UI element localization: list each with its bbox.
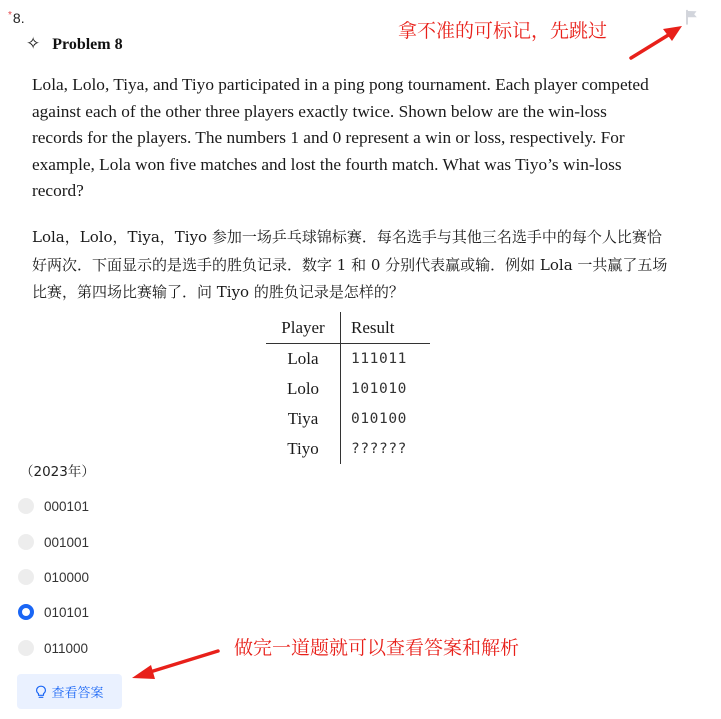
diamond-star-icon: ✧ <box>26 34 41 53</box>
option-b[interactable] <box>18 532 89 552</box>
table-cell-result: ?????? <box>351 441 407 457</box>
problem-title-text: Problem 8 <box>52 36 123 53</box>
question-number <box>8 10 25 26</box>
table-cell-player: Tiya <box>266 404 341 434</box>
view-answer-button[interactable] <box>17 674 122 709</box>
table-header-result: Result <box>341 312 431 344</box>
option-d[interactable] <box>18 602 89 622</box>
problem-year: （2023年） <box>20 464 95 480</box>
table-cell-result: 101010 <box>351 381 407 397</box>
flag-icon[interactable] <box>684 9 700 25</box>
option-c[interactable] <box>18 567 89 587</box>
view-answer-label: 查看答案 <box>51 686 104 701</box>
radio-button[interactable] <box>18 498 34 514</box>
table-row <box>266 434 430 464</box>
radio-button-selected[interactable] <box>18 604 34 620</box>
table-row <box>266 374 430 404</box>
question-number-text: 8. <box>12 10 25 26</box>
radio-button[interactable] <box>18 569 34 585</box>
problem-text-en: Lola, Lolo, Tiya, and Tiyo participated in a ping pong tournament. Each player competed against each of the other three players exactly twice. Shown below are the win-loss records for the players. The numbers 1 and 0 represent a win or loss, respectively. For example, Lola won five matches and lost the fourth match. What was Tiyo’s win-loss record? <box>32 75 649 200</box>
problem-title <box>26 34 123 54</box>
option-a[interactable] <box>18 496 89 516</box>
table-cell-player: Lola <box>266 344 341 375</box>
option-label: 000101 <box>44 498 90 514</box>
radio-button[interactable] <box>18 534 34 550</box>
win-loss-table <box>266 312 430 464</box>
radio-button[interactable] <box>18 640 34 656</box>
annotation-mark-hint: 拿不准的可标记，先跳过 <box>398 20 608 42</box>
required-asterisk: * <box>8 10 12 21</box>
table-cell-result: 010100 <box>351 411 407 427</box>
option-label: 001001 <box>44 534 90 550</box>
table-header-row <box>266 312 430 344</box>
table-cell-player: Tiyo <box>266 434 341 464</box>
table-cell-player: Lolo <box>266 374 341 404</box>
annotation-answer-hint: 做完一道题就可以查看答案和解析 <box>234 637 520 659</box>
problem-text-zh: Lola，Lolo，Tiya，Tiyo 参加一场乒乓球锦标赛．每名选手与其他三名选手中的每个人比赛恰好两次．下面显示的是选手的胜负记录．数字 1 和 0 分别代表赢或输．例如 Lola 一共赢了五场比赛，第四场比赛输了．问 Tiyo 的胜负记录是怎样的？ <box>32 228 668 301</box>
arrow-to-flag-icon <box>631 26 682 58</box>
lightbulb-icon <box>35 685 47 699</box>
option-label: 011000 <box>44 640 89 656</box>
option-e[interactable] <box>18 638 88 658</box>
table-cell-result: 111011 <box>351 351 407 367</box>
table-row <box>266 344 430 375</box>
option-label: 010000 <box>44 569 90 585</box>
table-row <box>266 404 430 434</box>
arrow-to-answer-button-icon <box>132 651 218 679</box>
option-label: 010101 <box>44 604 90 620</box>
table-header-player: Player <box>266 312 341 344</box>
